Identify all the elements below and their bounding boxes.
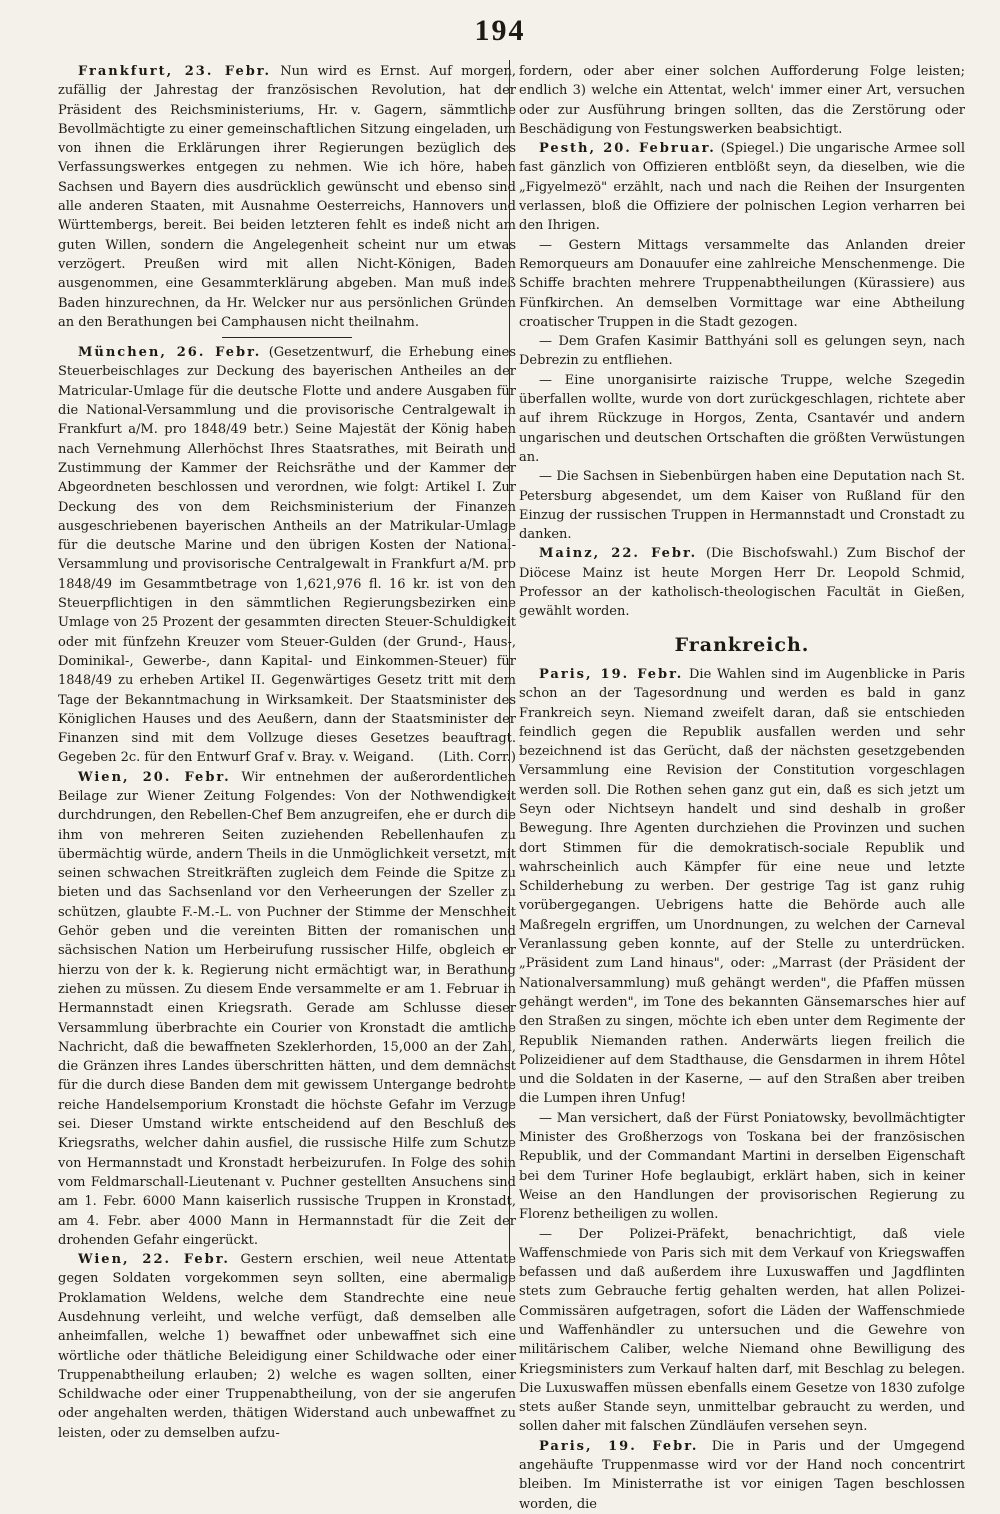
article-pesth — [519, 139, 965, 235]
article-wien-2 — [58, 1250, 516, 1443]
article-frankfurt — [58, 62, 516, 332]
article-text: (Gesetzentwurf, die Erhebung eines Steuerbeischlages zur Deckung des bayerischen Antheiles an der Matricular-Umlage für die deutsche Flotte und andere Ausgaben für die National-Versammlung und die provisorische Centralgewalt in Frankfurt a/M. pro 1848/49 betr.) Seine Majestät der König haben nach Vernehmung Allerhöchst Ihres Staatsrathes, mit Beirath und Zustimmung der Kammer der Reichsräthe und der Kammer der Abgeordneten beschlossen und verordnen, wie folgt: Artikel I. Zur Deckung des von dem Reichsministerium der Finanzen ausgeschriebenen bayerischen Antheils an der Matrikular-Umlage für die deutsche Marine und den übrigen Kosten der National-Versammlung und provisorische Centralgewalt in Frankfurt a/M. pro 1848/49 im Gesammtbetrage von 1,621,976 fl. 16 kr. ist von den Steuerpflichtigen in den sämmtlichen Regierungsbezirken eine Umlage von 25 Prozent der gesammten directen Steuer-Schuldigkeit oder mit fünfzehn Kreuzer vom Steuer-Gulden (der Grund-, Haus-, Dominikal-, Gewerbe-, dann Kapital- und Einkommen-Steuer) für 1848/49 zu erheben Artikel II. Gegenwärtiges Gesetz tritt mit dem Tage der Bekanntmachung in Wirksamkeit. Der Staatsminister des Königlichen Hauses und des Aeußern, dann der Staatsminister der Finanzen sind mit dem Vollzuge dieses Gesetzes beauftragt. Gegeben 2c. für den Entwurf Graf v. Bray. v. Weigand. — [58, 345, 516, 766]
dateline: Mainz, 22. Febr. — [539, 546, 698, 562]
article-paris-paragraph: — Man versichert, daß der Fürst Poniatowsky, bevollmächtigter Minister des Großherzogs von Toskana bei der französischen Republik, und der Commandant Martini in derselben Eigenschaft bei dem Turiner Hofe beglaubigt, erklärt haben, sich in keiner Weise an den Handlungen der provisorischen Regierung zu Florenz betheiligen zu wollen. — [519, 1110, 965, 1223]
source-note: (Lith. Corr.) — [438, 750, 516, 766]
article-pesth-paragraph: — Eine unorganisirte raizische Truppe, welche Szegedin überfallen wollte, wurde von dort zurückgeschlagen, richtete aber auf ihrem Rückzuge in Horgos, Zenta, Csantavér und andern ungarischen und deutschen Ortschaften die größten Verwüstungen an. — [519, 372, 965, 465]
article-mainz — [519, 544, 965, 621]
dateline: München, 26. Febr. — [78, 345, 262, 361]
article-text: Wir entnehmen der außerordentlichen Beilage zur Wiener Zeitung Folgendes: Von der Nothwendigkeit durchdrungen, den Rebellen-Chef Bem anzugreifen, ehe er durch die ihm von mehreren Seiten zuziehenden Rebellenhaufen zu übermächtig würde, andern Theils in die Unmöglichkeit versetzt, mit seinen schwachen Streitkräften zugleich dem Feinde die Spitze zu bieten und das Sachsenland vor den Verheerungen der Szeller zu schützen, glaubte F.-M.-L. von Puchner der Stimme der Menschheit Gehör geben und die vereinten Bitten der romanischen und sächsischen Nation um Herbeirufung russischer Hilfe, obgleich er hierzu von der k. k. Regierung nicht ermächtigt war, in Berathung ziehen zu müssen. Zu diesem Ende versammelte er am 1. Februar in Hermannstadt einen Kriegsrath. Gerade am Schlusse dieser Versammlung überbrachte ein Courier von Kronstadt die amtliche Nachricht, daß die bewaffneten Szeklerhorden, 15,000 an der Zahl, die Gränzen ihres Landes überschritten hätten, und dem demnächst für die durch diese Banden dem mit gewissem Untergange bedrohte reiche Handelsemporium Kronstadt die höchste Gefahr im Verzuge sei. Dieser Umstand wirkte entscheidend auf den Beschluß des Kriegsraths, welcher dahin ausfiel, die russische Hilfe zum Schutze von Hermannstadt und Kronstadt herbeizurufen. In Folge des sohin vom Feldmarschall-Lieutenant v. Puchner gestellten Ansuchens sind am 1. Febr. 6000 Mann kaiserlich russische Truppen in Kronstadt, am 4. Febr. aber 4000 Mann in Hermannstadt für die Zeit der drohenden Gefahr eingerückt. — [58, 769, 516, 1248]
article-paris-paragraph: — Der Polizei-Präfekt, benachrichtigt, daß viele Waffenschmiede von Paris sich mit dem Verkauf von Kriegswaffen befassen und daß außerdem ihre Luxuswaffen und Jagdflinten stets zum Gebrauche fertig gehalten werden, hat allen Polizei-Commissären aufgetragen, sofort die Läden der Waffenschmiede und Waffenhändler zu untersuchen und die Gewehre von militärischem Caliber, welche Niemand ohne Bewilligung des Kriegsministers zum Verkauf halten darf, mit Beschlag zu belegen. Die Luxuswaffen müssen ebenfalls einem Gesetze von 1830 zufolge stets außer Stande seyn, unmittelbar gebraucht zu werden, und sollen daher mit falschen Zündläufen versehen seyn. — [519, 1226, 965, 1435]
section-heading: Frankreich. — [674, 633, 810, 656]
article-paris-1 — [519, 665, 965, 1109]
dateline: Pesth, 20. Februar. — [539, 141, 716, 157]
dateline: Frankfurt, 23. Febr. — [78, 64, 271, 79]
left-column — [58, 62, 516, 1441]
article-text: (Die Bischofswahl.) Zum Bischof der Diöcese Mainz ist heute Morgen Herr Dr. Leopold Schmid, Professor an der katholisch-theologischen Facultät in Gießen, gewählt worden. — [519, 546, 966, 620]
article-text: (Spiegel.) Die ungarische Armee soll fast gänzlich von Offizieren entblößt seyn, da dieselben, wie die „Figyelmezö" erzählt, nach und nach die Reihen der Insurgenten verlassen, bloß die Offiziere der polnischen Legion verharren bei den Ihrigen. — [519, 141, 965, 234]
article-text: Gestern erschien, weil neue Attentate gegen Soldaten vorgekommen seyn sollten, eine abermalige Proklamation Weldens, welche dem Standrechte eine neue Ausdehnung verleiht, und welche verfügt, daß demselben alle anheimfallen, welche 1) bewaffnet oder unbewaffnet sich eine wörtliche oder thätliche Beleidigung einer Schildwache oder einer Truppenabtheilung erlauben; 2) welche es wagen sollten, einer Schildwache oder einer Truppenabtheilung, von der sie angerufen oder angehalten werden, thätigen Widerstand auch unbewaffnet zu leisten, oder zu demselben aufzu- — [58, 1252, 516, 1441]
dateline: Paris, 19. Febr. — [539, 1438, 699, 1454]
article-wien-1 — [58, 768, 516, 1250]
right-column — [519, 62, 966, 1512]
article-pesth-paragraph: — Gestern Mittags versammelte das Anlanden dreier Remorqueurs am Donauufer eine zahlreiche Menschenmenge. Die Schiffe brachten mehrere Truppenabtheilungen (Kürassiere) aus Fünfkirchen. An demselben Vormittage war eine Abtheilung croatischer Truppen in die Stadt gezogen. — [519, 237, 965, 330]
column-rule — [509, 60, 510, 1292]
article-pesth-paragraph: — Die Sachsen in Siebenbürgen haben eine Deputation nach St. Petersburg abgesendet, um dem Kaiser von Rußland für den Einzug der russischen Truppen in Hermannstadt und Cronstadt zu danken. — [519, 469, 965, 543]
page-number: 194 — [474, 14, 526, 47]
article-muenchen — [58, 343, 516, 768]
dateline: Wien, 20. Febr. — [78, 769, 231, 785]
article-text: Die Wahlen sind im Augenblicke in Paris schon an der Tagesordnung und werden es bald in ganz Frankreich seyn. Niemand zweifelt daran, daß sie entschieden feindlich gegen die Republik ausfallen werden und sehr bezeichnend ist das Gerücht, daß der nächsten gesetzgebenden Versammlung eine Revision der Constitution vorgeschlagen werden soll. Die Rothen sehen ganz gut ein, daß es sich jetzt um Seyn oder Nichtseyn handelt und sind deshalb in großer Bewegung. Ihre Agenten durchziehen die Provinzen und suchen dort Stimmen für die demokratisch-sociale Republik und wahrscheinlich auch Kämpfer für eine neue und letzte Schilderhebung zu werben. Der gestrige Tag ist ganz ruhig vorübergegangen. Uebrigens hatte die Behörde auch alle Maßregeln ergriffen, um Unordnungen, zu welchen der Carneval Veranlassung geben konnte, auf der Stelle zu unterdrücken. „Präsident zum Land hinaus", oder: „Marrast (der Präsident der Nationalversammlung) muß gehängt werden", die Pfaffen müssen gehängt werden", im Tone des bekannten Gänsemarsches hier auf den Straßen zu singen, möchte ich eben unter dem Regimente der Republik Niemanden rathen. Anderwärts liegen freilich die Polizeidiener auf dem Stadthause, die Gensdarmen in ihrem Hôtel und die Soldaten in der Kaserne, — auf den Straßen aber treiben die Lumpen ihren Unfug! — [519, 666, 966, 1107]
article-text: Nun wird es Ernst. Auf morgen, zufällig der Jahrestag der französischen Revolution, hat der Präsident des Reichsministeriums, Hr. v. Gagern, sämmtliche Bevollmächtigte zu einer gemeinschaftlichen Sitzung eingeladen, um von ihnen die Erklärungen ihrer Regierungen bezüglich des Verfassungswerkes entgegen zu nehmen. Wie ich höre, haben Sachsen und Bayern dies ausdrücklich gewünscht und ebenso sind alle anderen Staaten, mit Ausnahme Oesterreichs, Hannovers und Württembergs, bereit. Bei beiden letzteren fehlt es indeß nicht am guten Willen, sondern die Angelegenheit scheint nur um etwas verzögert. Preußen wird mit allen Nicht-Königen, Baden ausgenommen, eine Gesammterklärung abgeben. Man muß indeß Baden hinzurechnen, da Hr. Welcker nur aus persönlichen Gründen an den Berathungen bei Camphausen nicht theilnahm. — [58, 64, 516, 330]
article-pesth-paragraph: — Dem Grafen Kasimir Batthyáni soll es gelungen seyn, nach Debrezin zu entfliehen. — [519, 334, 965, 369]
article-divider — [222, 337, 352, 338]
article-wien-2-continued: fordern, oder aber einer solchen Aufforderung Folge leisten; endlich 3) welche ein Attentat, welch' immer einer Art, versuchen oder zur Ausführung bringen sollten, das die Zerstörung oder Beschädigung von Festungswerken beabsichtigt. — [519, 64, 965, 137]
article-text: Die in Paris und der Umgegend angehäufte Truppenmasse wird vor der Hand noch concentrirt bleiben. Im Ministerrathe ist vor einigen Tagen beschlossen worden, die — [519, 1438, 965, 1512]
dateline: Wien, 22. Febr. — [78, 1252, 230, 1268]
article-paris-2 — [519, 1437, 965, 1514]
dateline: Paris, 19. Febr. — [539, 666, 684, 682]
